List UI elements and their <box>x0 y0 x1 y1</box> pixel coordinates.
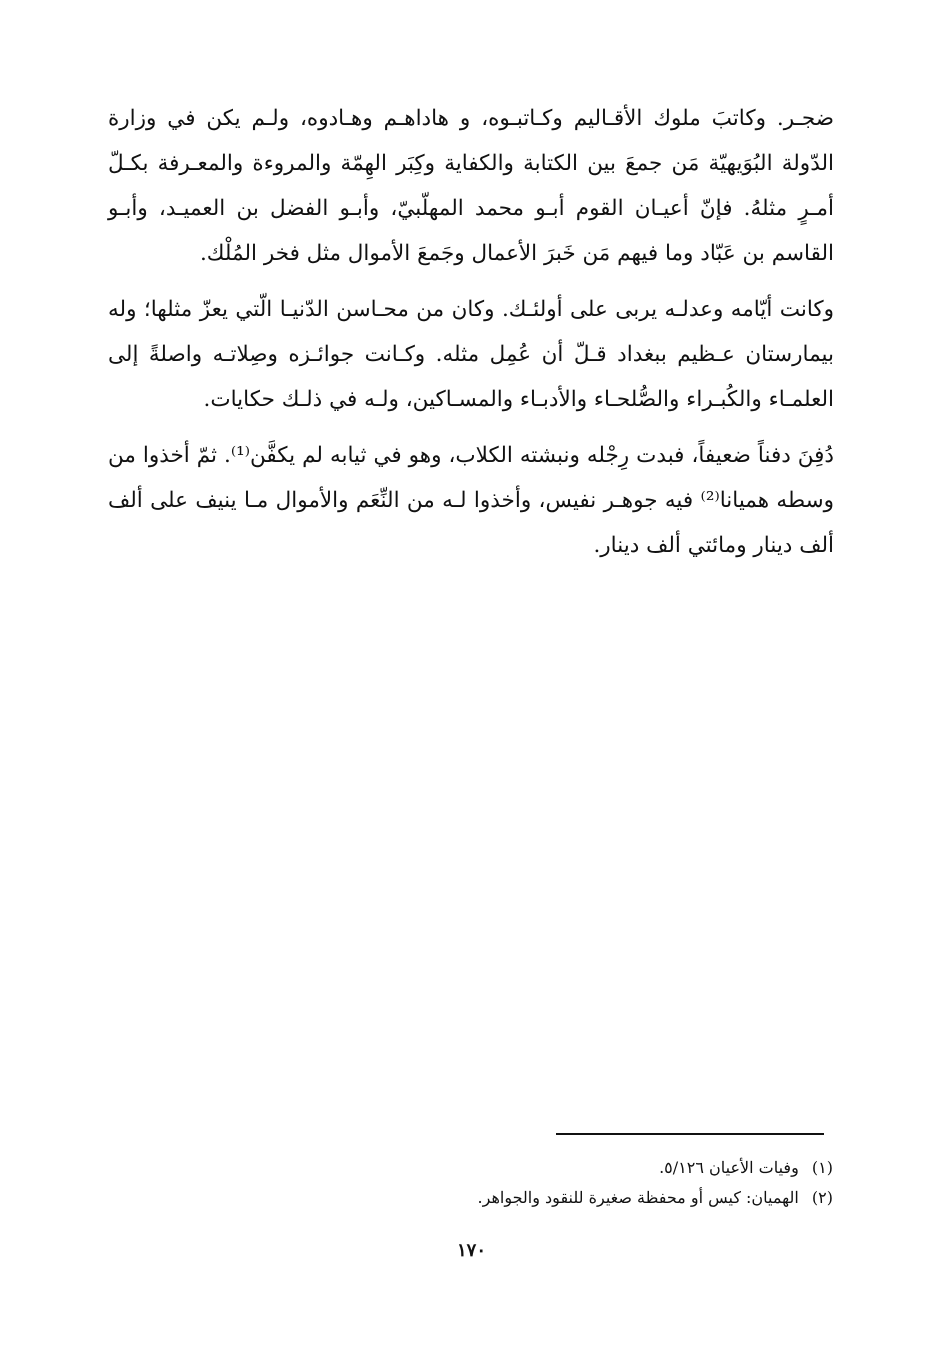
footnotes <box>233 1153 833 1213</box>
paragraph-3: دُفِنَ دفناً ضعيفاً، فبدت رِجْله ونبشته الكلاب، وهو في ثيابه لم يكفَّن⁽¹⁾. ثمّ أخذوا من وسطه هميانا⁽²⁾ فيه جوهـر نفيس، وأخذوا لـه من النِّعَم والأموال مـا ينيف على ألف ألف دينار ومائتي ألف دينار. <box>108 443 834 558</box>
footnote-2 <box>233 1183 833 1213</box>
paragraph-1: ضجـر. وكاتبَ ملوك الأقـاليم وكـاتبـوه، و هاداهـم وهـادوه، ولـم يكن في وزارة الدّولة البُوَيهيّة مَن جمعَ بين الكتابة والكفاية وكِبَر الهِمّة والمروءة والمعـرفة بكـلّ أمـرٍ مثلهُ. فإنّ أعيـان القوم أبـو محمد المهلّبيّ، وأبـو الفضل بن العميـد، وأبـو القاسم بن عَبّاد وما فيهم مَن خَبرَ الأعمال وجَمعَ الأموال مثل فخر المُلْك. <box>108 106 834 266</box>
footnote-text: وفيات الأعيان ٥/١٢٦. <box>659 1158 799 1177</box>
footnote-text: الهميان: كيس أو محفظة صغيرة للنقود والجواهر. <box>477 1188 799 1207</box>
footnote-number: (١) <box>811 1158 833 1177</box>
footnote-number: (٢) <box>811 1188 833 1207</box>
page-number: ١٧٠ <box>456 1240 486 1261</box>
footnote-separator <box>556 1133 824 1135</box>
main-text <box>108 96 834 568</box>
footnote-1 <box>233 1153 833 1183</box>
paragraph-2: وكانت أيّامه وعدلـه يربى على أولئـك. وكان من محـاسن الدّنيـا الّتي يعزّ مثلها؛ وله بيمارستان عـظيم ببغداد قـلّ أن عُمِل مثله. وكـانت جوائـزه وصِلاتـه واصلةً إلى العلمـاء والكُبـراء والصُّلحـاء والأدبـاء والمسـاكين، ولـه في ذلـك حكايات. <box>108 297 834 412</box>
